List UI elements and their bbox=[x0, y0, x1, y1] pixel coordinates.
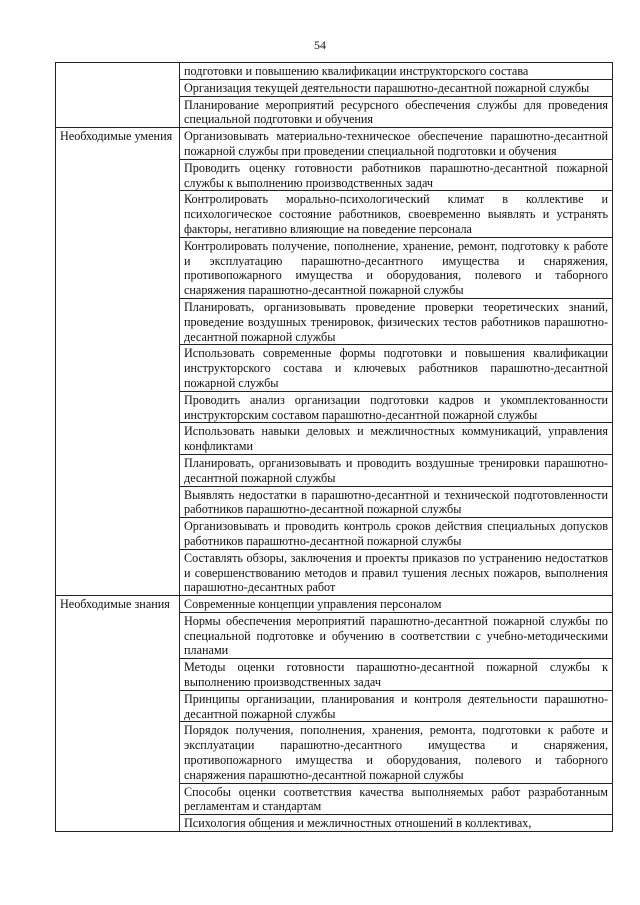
item-cell: Организация текущей деятельности парашютно-десантной пожарной службы bbox=[180, 79, 613, 96]
item-cell: Проводить анализ организации подготовки кадров и укомплектованности инструкторским составом парашютно-десантной пожарной службы bbox=[180, 391, 613, 423]
item-cell: Выявлять недостатки в парашютно-десантной и технической подготовленности работников парашютно-десантной пожарной службы bbox=[180, 486, 613, 518]
item-cell: Использовать навыки деловых и межличностных коммуникаций, управления конфликтами bbox=[180, 423, 613, 455]
item-cell: Современные концепции управления персоналом bbox=[180, 596, 613, 613]
item-cell: Контролировать морально-психологический климат в коллективе и психологическое состояние работников, своевременно выявлять и устранять факторы, негативно влияющие на поведение персонала bbox=[180, 191, 613, 237]
item-cell: Организовывать материально-техническое обеспечение парашютно-десантной пожарной службы при проведении специальной подготовки и обучения bbox=[180, 128, 613, 160]
item-cell: Контролировать получение, пополнение, хранение, ремонт, подготовку к работе и эксплуатацию парашютно-десантного имущества и снаряжения, противопожарного имущества и оборудования, полевого и таборного снаряжения парашютно-десантной пожарной службы bbox=[180, 237, 613, 298]
item-cell: Организовывать и проводить контроль сроков действия специальных допусков работников парашютно-десантной пожарной службы bbox=[180, 518, 613, 550]
page-number: 54 bbox=[314, 38, 326, 52]
item-cell: Методы оценки готовности парашютно-десантной пожарной службы к выполнению производственных задач bbox=[180, 659, 613, 691]
item-cell: Использовать современные формы подготовки и повышения квалификации инструкторского состава и ключевых работников парашютно-десантной пожарной службы bbox=[180, 345, 613, 391]
table-row bbox=[56, 128, 613, 160]
row-label-cell: Необходимые знания bbox=[56, 596, 180, 832]
item-cell: Составлять обзоры, заключения и проекты приказов по устранению недостатков и совершенствованию методов и правил тушения лесных пожаров, выполнения парашютно-десантных работ bbox=[180, 549, 613, 595]
row-label-cell: Необходимые умения bbox=[56, 128, 180, 596]
item-cell: Планировать, организовывать и проводить воздушные тренировки парашютно-десантной пожарной службы bbox=[180, 454, 613, 486]
item-cell: Планирование мероприятий ресурсного обеспечения службы для проведения специальной подготовки и обучения bbox=[180, 96, 613, 128]
page-bottom-margin bbox=[0, 862, 640, 905]
item-cell: Принципы организации, планирования и контроля деятельности парашютно-десантной пожарной службы bbox=[180, 690, 613, 722]
item-cell: Способы оценки соответствия качества выполняемых работ разработанным регламентам и стандартам bbox=[180, 783, 613, 815]
table-row bbox=[56, 596, 613, 613]
item-cell: Нормы обеспечения мероприятий парашютно-десантной пожарной службы по специальной подготовке и обучению в соответствии с учебно-методическими планами bbox=[180, 612, 613, 658]
item-cell: Проводить оценку готовности работников парашютно-десантной пожарной службы к выполнению производственных задач bbox=[180, 159, 613, 191]
item-cell: Планировать, организовывать проведение проверки теоретических знаний, проведение воздушных тренировок, физических тестов работников парашютно-десантной пожарной службы bbox=[180, 298, 613, 344]
row-label-cell bbox=[56, 63, 180, 128]
item-cell: подготовки и повышению квалификации инструкторского состава bbox=[180, 63, 613, 80]
item-cell: Психология общения и межличностных отношений в коллективах, bbox=[180, 815, 613, 832]
item-cell: Порядок получения, пополнения, хранения, ремонта, подготовки к работе и эксплуатации парашютно-десантного имущества и снаряжения, противопожарного имущества и оборудования, полевого и таборного снаряжения парашютно-десантной пожарной службы bbox=[180, 722, 613, 783]
table-row bbox=[56, 63, 613, 80]
competency-table bbox=[55, 62, 613, 832]
competency-table-body bbox=[56, 63, 613, 832]
